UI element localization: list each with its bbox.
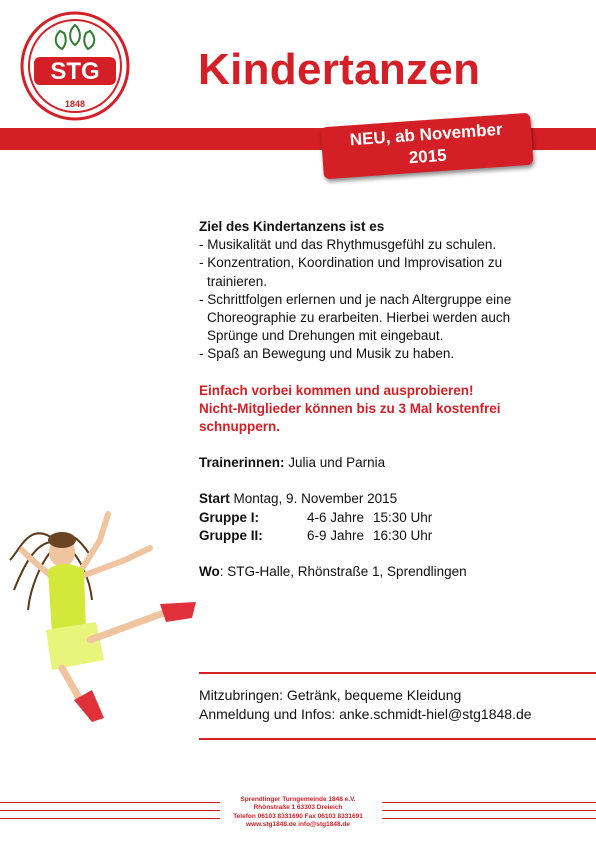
group-time: 15:30 Uhr	[373, 509, 433, 525]
bring-section	[199, 686, 589, 724]
location-label: Wo	[199, 564, 220, 580]
start-value: Montag, 9. November 2015	[233, 491, 398, 507]
location-row	[199, 563, 579, 581]
goal-item: - Spaß an Bewegung und Musik zu haben.	[199, 346, 455, 362]
logo-text: STG	[50, 58, 100, 85]
divider-top	[199, 672, 596, 674]
goal-item: - Musikalität und das Rhythmusgefühl zu schulen.	[199, 237, 497, 253]
group-age: 6-9 Jahre	[307, 527, 365, 543]
group-row	[199, 509, 579, 527]
divider-bottom	[199, 738, 596, 740]
footer-phone: Telefon 06103 8331690 Fax 06103 8331691	[233, 812, 363, 820]
stg-logo	[20, 11, 130, 121]
start-label: Start	[199, 491, 230, 507]
cta-line-1: Einfach vorbei kommen und ausprobieren!	[199, 382, 474, 398]
bring-line-1: Mitzubringen: Getränk, bequeme Kleidung	[199, 687, 462, 703]
badge-line-1: NEU, ab November	[349, 119, 504, 150]
group-label: Gruppe I:	[199, 509, 259, 525]
footer-web: www.stg1848.de info@stg1848.de	[246, 821, 350, 829]
footer	[0, 796, 596, 830]
start-row	[199, 490, 579, 508]
trainers-label: Trainerinnen:	[199, 455, 285, 471]
footer-address: Rhönstraße 1 63303 Dreieich	[253, 804, 343, 812]
group-age: 4-6 Jahre	[307, 509, 365, 525]
goal-item: - Schrittfolgen erlernen und je nach Altergruppe eine Choreographie zu erarbeiten. Hierbei werden auch Sprünge und Drehungen mit eingebaut.	[199, 291, 512, 344]
goal-item: - Konzentration, Koordination und Improvisation zu trainieren.	[199, 255, 503, 289]
dancing-girl-image	[0, 500, 200, 730]
group-label: Gruppe II:	[199, 527, 263, 543]
trainers-row	[199, 454, 579, 472]
group-time: 16:30 Uhr	[373, 527, 433, 543]
cta-line-2: Nicht-Mitglieder können bis zu 3 Mal kostenfrei schnuppern.	[199, 400, 501, 435]
footer-org: Sprendlinger Turngemeinde 1848 e.V.	[240, 796, 356, 803]
main-content	[199, 218, 579, 581]
bring-line-2: Anmeldung und Infos: anke.schmidt-hiel@stg1848.de	[199, 706, 532, 722]
location-value: : STG-Halle, Rhönstraße 1, Sprendlingen	[219, 564, 467, 580]
trainers-value: Julia und Parnia	[288, 455, 386, 471]
new-badge	[320, 113, 533, 180]
group-row	[199, 527, 579, 545]
page-title: Kindertanzen	[198, 45, 481, 94]
badge-line-2: 2015	[408, 145, 448, 168]
goals-heading: Ziel des Kindertanzens ist es	[199, 219, 385, 234]
logo-year: 1848	[64, 99, 86, 109]
